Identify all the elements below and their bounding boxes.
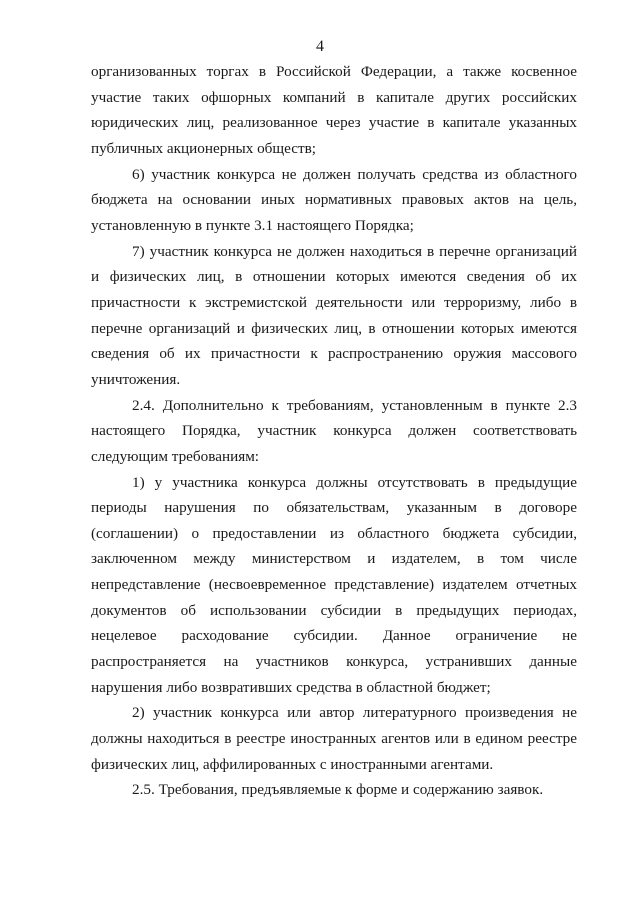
paragraph-item-7: 7) участник конкурса не должен находиться в перечне организаций и физических лиц, в отношении которых имеются сведения об их причастности к экстремистской деятельности или терроризму, либо в перечне организаций и физических лиц, в отношении которых имеются сведения об их причастности к распространению оружия массового уничтожения. — [91, 242, 577, 388]
paragraph-item-6: 6) участник конкурса не должен получать средства из областного бюджета на основании иных нормативных правовых актов на цель, установленную в пункте 3.1 настоящего Порядка; — [91, 165, 577, 234]
paragraph-2-5: 2.5. Требования, предъявляемые к форме и содержанию заявок. — [132, 781, 544, 799]
paragraph-2-4: 2.4. Дополнительно к требованиям, установленным в пункте 2.3 настоящего Порядка, участник конкурса должен соответствовать следующим требованиям: — [91, 396, 577, 465]
paragraph-offshore-participation: организованных торгах в Российской Федерации, а также косвенное участие таких офшорных компаний в капитале других российских юридических лиц, реализованное через участие в капитале указанных публичных акционерных обществ; — [91, 63, 577, 157]
paragraph-2-4-item-2: 2) участник конкурса или автор литературного произведения не должны находиться в реестре иностранных агентов или в едином реестре физических лиц, аффилированных с иностранными агентами. — [91, 704, 577, 773]
paragraph-2-4-item-1: 1) у участника конкурса должны отсутствовать в предыдущие периоды нарушения по обязательствам, указанным в договоре (соглашении) о предоставлении из областного бюджета субсидии, заключенном между министерством и издателем, в том числе непредставление (несвоевременное представление) издателем отчетных документов об использовании субсидии в предыдущих периодах, нецелевое расходование субсидии. Данное ограничение не распространяется на участников конкурса, устранивших данные нарушения либо возвративших средства в областной бюджет; — [91, 473, 577, 696]
document-body — [91, 59, 577, 803]
page-number: 4 — [316, 38, 324, 55]
